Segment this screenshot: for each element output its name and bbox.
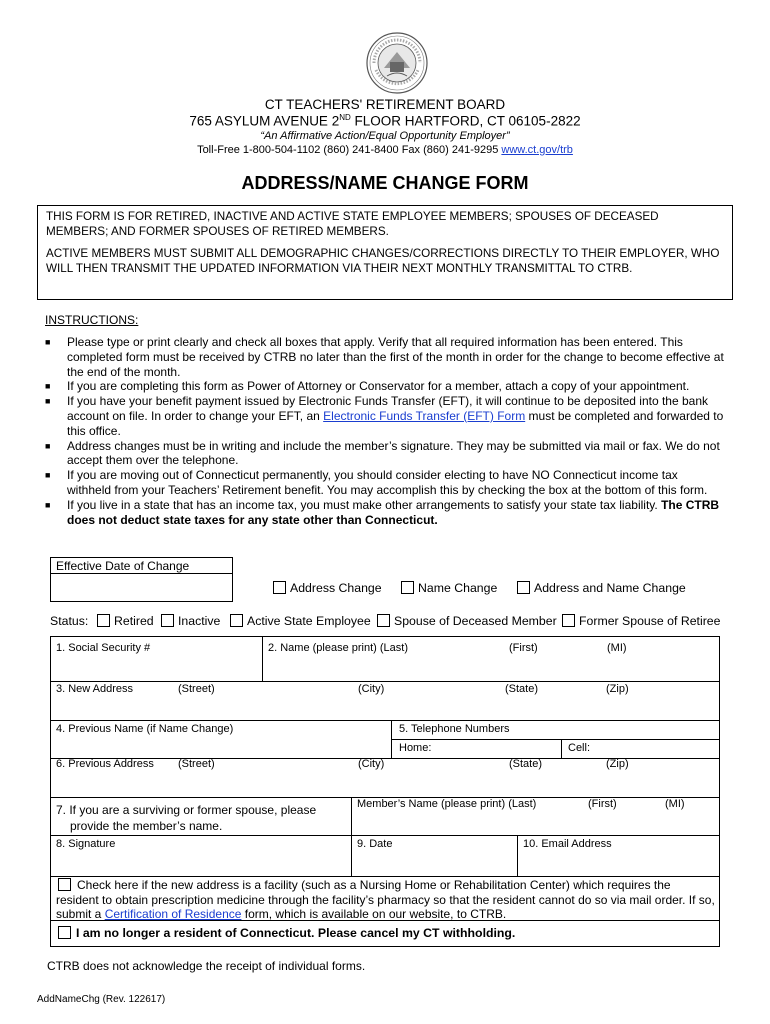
member-info-form [50,636,720,947]
name-first-label: (First) [509,642,538,654]
member-name-first-label: (First) [588,798,617,810]
status-retired-option[interactable]: Retired [97,614,154,628]
cancel-ct-withholding-option[interactable]: I am no longer a resident of Connecticut. Please cancel my CT withholding. [56,926,515,940]
effective-date-label: Effective Date of Change [50,557,233,574]
instruction-item: ■ Address changes must be in writing and include the member’s signature. They may be submitted via mail or fax. We do not accept them over the telephone. [45,439,725,469]
instruction-item: ■ Please type or print clearly and check all boxes that apply. Verify that all required information has been entered. This completed form must be received by CTRB no later than the first of the month in order for the change to become effective at the end of the month. [45,335,725,379]
ct-teachers-retirement-board-seal-icon [366,32,428,94]
address-change-option[interactable]: Address Change [273,581,382,595]
previous-address-street-label: (Street) [178,758,215,770]
address-change-checkbox[interactable] [273,581,286,594]
agency-contact: Toll-Free 1-800-504-1102 (860) 241-8400 Fax (860) 241-9295 www.ct.gov/trb [197,144,573,156]
cancel-ct-withholding-checkbox[interactable] [58,926,71,939]
facility-notice: Check here if the new address is a facility (such as a Nursing Home or Rehabilitation Center) which requires the resident to obtain prescription medicine through the facility’s pharmacy so that the resident cannot do so via mail order. If so, submit a Certification of Residence form, which is available on our website, to CTRB. [56,878,715,922]
status-retired-checkbox[interactable] [97,614,110,627]
member-name-field[interactable] [352,798,719,835]
acknowledgement-note: CTRB does not acknowledge the receipt of individual forms. [47,959,366,973]
previous-address-city-label: (City) [358,758,385,770]
home-phone-label: Home: [399,742,432,754]
status-inactive-option[interactable]: Inactive [161,614,220,628]
status-former-spouse-checkbox[interactable] [562,614,575,627]
previous-address-state-label: (State) [509,758,543,770]
name-change-option[interactable]: Name Change [401,581,497,595]
instructions-heading: INSTRUCTIONS: [45,313,139,327]
email-label: 10. Email Address [523,838,612,850]
name-last-label: 2. Name (please print) (Last) [268,642,408,654]
instruction-item: ■ If you are moving out of Connecticut permanently, you should consider electing to have NO Connecticut income tax withheld from your Teachers’ Retirement benefit. You may accomplish this by checking the box at the bottom of this form. [45,468,725,498]
new-address-state-label: (State) [505,683,539,695]
instruction-item: ■ If you are completing this form as Power of Attorney or Conservator for a member, attach a copy of your appointment. [45,379,725,394]
previous-address-label: 6. Previous Address [56,758,154,770]
facility-checkbox[interactable] [58,878,71,891]
surviving-spouse-label: 7. If you are a surviving or former spouse, please [56,803,317,817]
agency-name: CT TEACHERS' RETIREMENT BOARD [264,97,506,112]
status-label: Status: [50,614,89,628]
new-address-label: 3. New Address [56,683,134,695]
member-name-last-label: Member’s Name (please print) (Last) [357,798,537,810]
member-name-mi-label: (MI) [665,798,685,810]
form-revision: AddNameChg (Rev. 122617) [37,994,166,1005]
new-address-city-label: (City) [358,683,385,695]
agency-tagline: “An Affirmative Action/Equal Opportunity Employer” [260,130,510,142]
instruction-item: ■ If you have your benefit payment issued by Electronic Funds Transfer (EFT), it will continue to be deposited into the bank account on file. In order to change your EFT, an Electronic Funds Transfer (EFT) Form must be completed and forwarded to this office. [45,394,725,438]
instruction-item: ■ If you live in a state that has an income tax, you must make other arrangements to satisfy your state tax liability. The CTRB does not deduct state taxes for any state other than Connecticut. [45,498,725,528]
telephone-label: 5. Telephone Numbers [399,723,510,735]
cell-phone-label: Cell: [568,742,591,754]
email-field[interactable] [518,836,719,876]
notice-paragraph-1: THIS FORM IS FOR RETIRED, INACTIVE AND ACTIVE STATE EMPLOYEE MEMBERS; SPOUSES OF DECEASED MEMBERS; AND FORMER SPOUSES OF RETIRED MEMBERS. [46,210,659,238]
form-title: ADDRESS/NAME CHANGE FORM [241,173,529,193]
surviving-spouse-label-line-2: provide the member’s name. [70,819,223,833]
date-label: 9. Date [357,838,393,850]
cell-phone-field[interactable] [562,740,719,758]
certification-of-residence-link[interactable]: Certification of Residence [104,907,242,922]
signature-field[interactable] [51,836,351,876]
instructions-list [45,335,725,527]
ssn-label: 1. Social Security # [56,642,151,654]
new-address-street-label: (Street) [178,683,215,695]
agency-address: 765 ASYLUM AVENUE 2ND FLOOR HARTFORD, CT 06105-2822 [189,113,581,129]
previous-address-zip-label: (Zip) [606,758,629,770]
previous-name-label: 4. Previous Name (if Name Change) [56,723,234,735]
home-phone-field[interactable] [392,740,561,758]
status-spouse-deceased-option[interactable]: Spouse of Deceased Member [377,614,557,628]
name-field[interactable] [263,637,719,681]
eft-form-link[interactable]: Electronic Funds Transfer (EFT) Form [323,408,526,423]
notice-paragraph-2: ACTIVE MEMBERS MUST SUBMIT ALL DEMOGRAPHIC CHANGES/CORRECTIONS DIRECTLY TO THEIR EMPLOYER, WHO WILL THEN TRANSMIT THE UPDATED INFORMATION VIA THEIR NEXT MONTHLY TRANSMITTAL TO CTRB. [46,247,720,275]
date-field[interactable] [352,836,517,876]
address-and-name-change-option[interactable]: Address and Name Change [517,581,686,595]
status-spouse-deceased-checkbox[interactable] [377,614,390,627]
new-address-zip-label: (Zip) [606,683,629,695]
status-former-spouse-option[interactable]: Former Spouse of Retiree [562,614,720,628]
address-and-name-change-checkbox[interactable] [517,581,530,594]
previous-address-field[interactable] [51,759,719,797]
eligibility-notice [37,205,733,300]
name-mi-label: (MI) [607,642,627,654]
status-active-state-checkbox[interactable] [230,614,243,627]
status-inactive-checkbox[interactable] [161,614,174,627]
previous-name-field[interactable] [51,721,391,758]
signature-label: 8. Signature [56,838,116,850]
name-change-checkbox[interactable] [401,581,414,594]
status-active-state-option[interactable]: Active State Employee [230,614,371,628]
new-address-field[interactable] [51,682,719,720]
ssn-field[interactable] [51,637,262,681]
website-link[interactable]: www.ct.gov/trb [501,144,573,156]
